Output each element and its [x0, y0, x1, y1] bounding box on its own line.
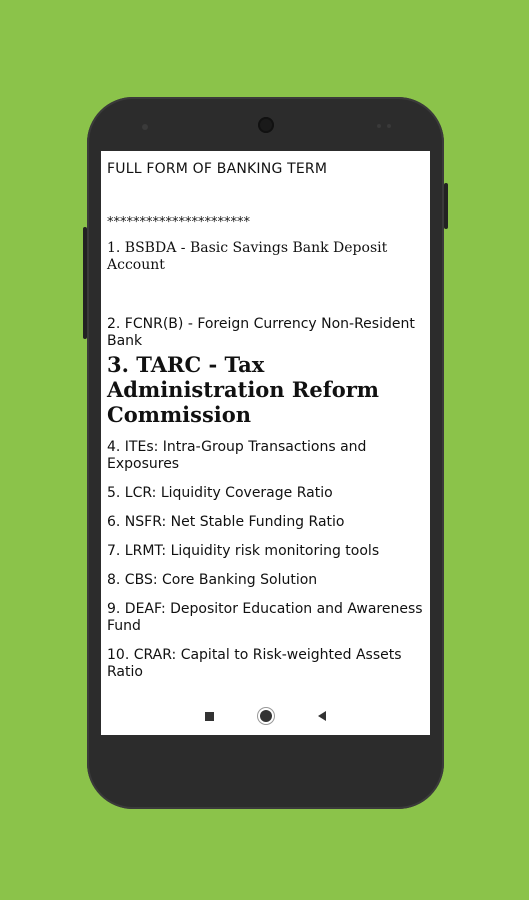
list-item: 8. CBS: Core Banking Solution — [107, 572, 318, 588]
list-item: 2. FCNR(B) - Foreign Currency Non-Resident Bank — [107, 316, 415, 349]
home-circle-icon[interactable] — [260, 710, 272, 722]
power-button — [444, 183, 448, 229]
recents-square-icon[interactable] — [205, 712, 214, 721]
content-area[interactable] — [107, 161, 424, 681]
phone-frame — [87, 97, 444, 809]
light-sensor-icon — [387, 124, 391, 128]
back-triangle-icon[interactable] — [318, 711, 326, 721]
navigation-bar — [101, 697, 430, 735]
app-screen — [101, 151, 430, 735]
list-item: 5. LCR: Liquidity Coverage Ratio — [107, 485, 333, 501]
list-item: 7. LRMT: Liquidity risk monitoring tools — [107, 543, 380, 559]
proximity-sensor-icon — [377, 124, 381, 128]
volume-button — [83, 227, 87, 339]
earpiece-icon — [258, 117, 274, 133]
list-item: 6. NSFR: Net Stable Funding Ratio — [107, 514, 345, 530]
page-title: FULL FORM OF BANKING TERM — [107, 161, 328, 177]
list-item: 9. DEAF: Depositor Education and Awareness Fund — [107, 601, 423, 634]
front-camera-icon — [142, 124, 148, 130]
list-item: 4. ITEs: Intra-Group Transactions and Exposures — [107, 439, 367, 472]
list-item: 10. CRAR: Capital to Risk-weighted Assets Ratio — [107, 647, 402, 680]
divider-text: ********************** — [107, 215, 250, 230]
list-item-highlight: 3. TARC - Tax Administration Reform Commission — [107, 352, 380, 427]
list-item: 1. BSBDA - Basic Savings Bank Deposit Account — [107, 240, 388, 273]
